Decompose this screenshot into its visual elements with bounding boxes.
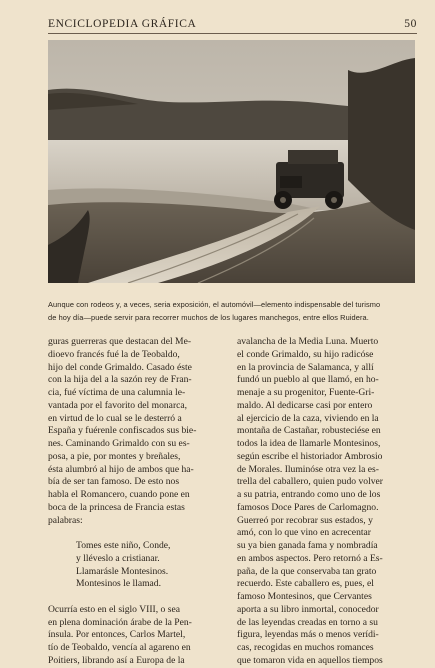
text-line: boca de la princesa de Francia estas xyxy=(48,501,185,513)
right-text-column xyxy=(237,336,415,668)
photo-caption xyxy=(48,299,415,324)
text-line: ínsula. Por entonces, Carlos Martel, xyxy=(48,629,186,641)
text-line: vantada por el favorito del monarca, xyxy=(48,399,188,411)
text-line: España y fuérenle confiscados sus bie- xyxy=(48,425,197,437)
text-line: posa, a pie, por montes y breñales, xyxy=(48,450,181,462)
header-title: ENCICLOPEDIA GRÁFICA xyxy=(48,18,197,30)
verse-line: Llamarásle Montesinos. xyxy=(76,565,169,577)
text-line: con la hija del a la sazón rey de Fran- xyxy=(48,374,192,386)
text-line: de Morales. Iluminóse otra vez la es- xyxy=(237,463,379,475)
text-line: menaje a su progenitor, Fuente-Gri- xyxy=(237,387,375,398)
text-line: hijo del conde Grimaldo. Casado éste xyxy=(48,361,192,373)
text-line: habla el Romancero, cuando pone en xyxy=(48,489,190,500)
text-line: ésta alumbró al hijo de ambos que ha- xyxy=(48,463,194,475)
verse-line: Montesinos le llamad. xyxy=(76,578,161,590)
text-line: palabras: xyxy=(48,514,83,526)
text-line: fundó un pueblo al que llamó, en ho- xyxy=(237,374,379,386)
photo-illustration xyxy=(48,40,415,283)
text-line: su ya bien ganada fama y nombradía xyxy=(237,540,378,551)
text-line: trella del caballero, quien pudo volver xyxy=(237,476,383,488)
left-text-column xyxy=(48,336,226,668)
page-number: 50 xyxy=(404,18,417,30)
text-line: Poitiers, librando así a Europa de la xyxy=(48,654,185,666)
text-line: avalancha de la Media Luna. Muerto xyxy=(237,336,379,347)
landscape-photo-icon xyxy=(48,40,415,283)
text-line: Ocurría esto en el siglo VIII, o sea xyxy=(48,603,180,615)
header-rule xyxy=(48,33,417,34)
text-line: en virtud de lo cual se le desterró a xyxy=(48,412,182,424)
text-line: en ambos aspectos. Pero retornó a Es- xyxy=(237,552,383,564)
text-line: tío de Teobaldo, vencía al agareno en xyxy=(48,642,191,653)
verse-line: y lléveslo a cristianar. xyxy=(76,552,160,564)
text-line: nes. Caminando Grimaldo con su es- xyxy=(48,438,190,449)
running-header xyxy=(48,18,417,34)
text-line: maldo. Al dedicarse casi por entero xyxy=(237,399,373,411)
text-line: montaña de Castañar, robusteciése en xyxy=(237,425,381,437)
text-line: el conde Grimaldo, su hijo radicóse xyxy=(237,348,374,360)
text-line: famosos Doce Pares de Carlomagno. xyxy=(237,501,379,513)
text-line: de las leyendas creadas en torno a su xyxy=(237,616,378,628)
text-line: en la provincia de Salamanca, y allí xyxy=(237,361,374,373)
text-line: aporta a su libro inmortal, conocedor xyxy=(237,603,379,615)
verse-line: Tomes este niño, Conde, xyxy=(76,540,171,551)
text-line: famoso Montesinos, que Cervantes xyxy=(237,591,372,602)
text-line: cas, recogidas en muchos romances xyxy=(237,642,374,653)
text-line: figura, leyendas más o menos verídi- xyxy=(237,629,379,641)
text-line: todos la idea de llamarle Montesinos, xyxy=(237,438,381,449)
text-line: Guerreó por recobrar sus estados, y xyxy=(237,514,373,526)
text-line: guras guerreras que destacan del Me- xyxy=(48,336,192,347)
text-line: al ejercicio de la caza, viviendo en la xyxy=(237,412,379,424)
text-line: a su patria, entrando como uno de los xyxy=(237,489,381,500)
text-line: cia, fué víctima de una calumnia le- xyxy=(48,387,186,398)
text-line: amó, con lo que vino en acrecentar xyxy=(237,527,371,539)
text-line: paña, de la que conservaba tan grato xyxy=(237,565,377,577)
text-line: según escribe el historiador Ambrosio xyxy=(237,450,383,462)
caption-line: de hoy día—puede servir para recorrer muchos de los lugares manchegos, entre ellos Ruidera. xyxy=(48,312,369,322)
text-line: dioevo francés fué la de Teobaldo, xyxy=(48,348,180,360)
text-line: que tomaron vida en aquellos tiempos xyxy=(237,654,383,666)
caption-line: Aunque con rodeos y, a veces, seria exposición, el automóvil—elemento indispensable del turismo xyxy=(48,300,381,309)
text-line: bía de ser tan famoso. De esto nos xyxy=(48,476,180,488)
text-line: en plena dominación árabe de la Pen- xyxy=(48,616,192,628)
text-line: recuerdo. Este caballero es, pues, el xyxy=(237,578,374,590)
